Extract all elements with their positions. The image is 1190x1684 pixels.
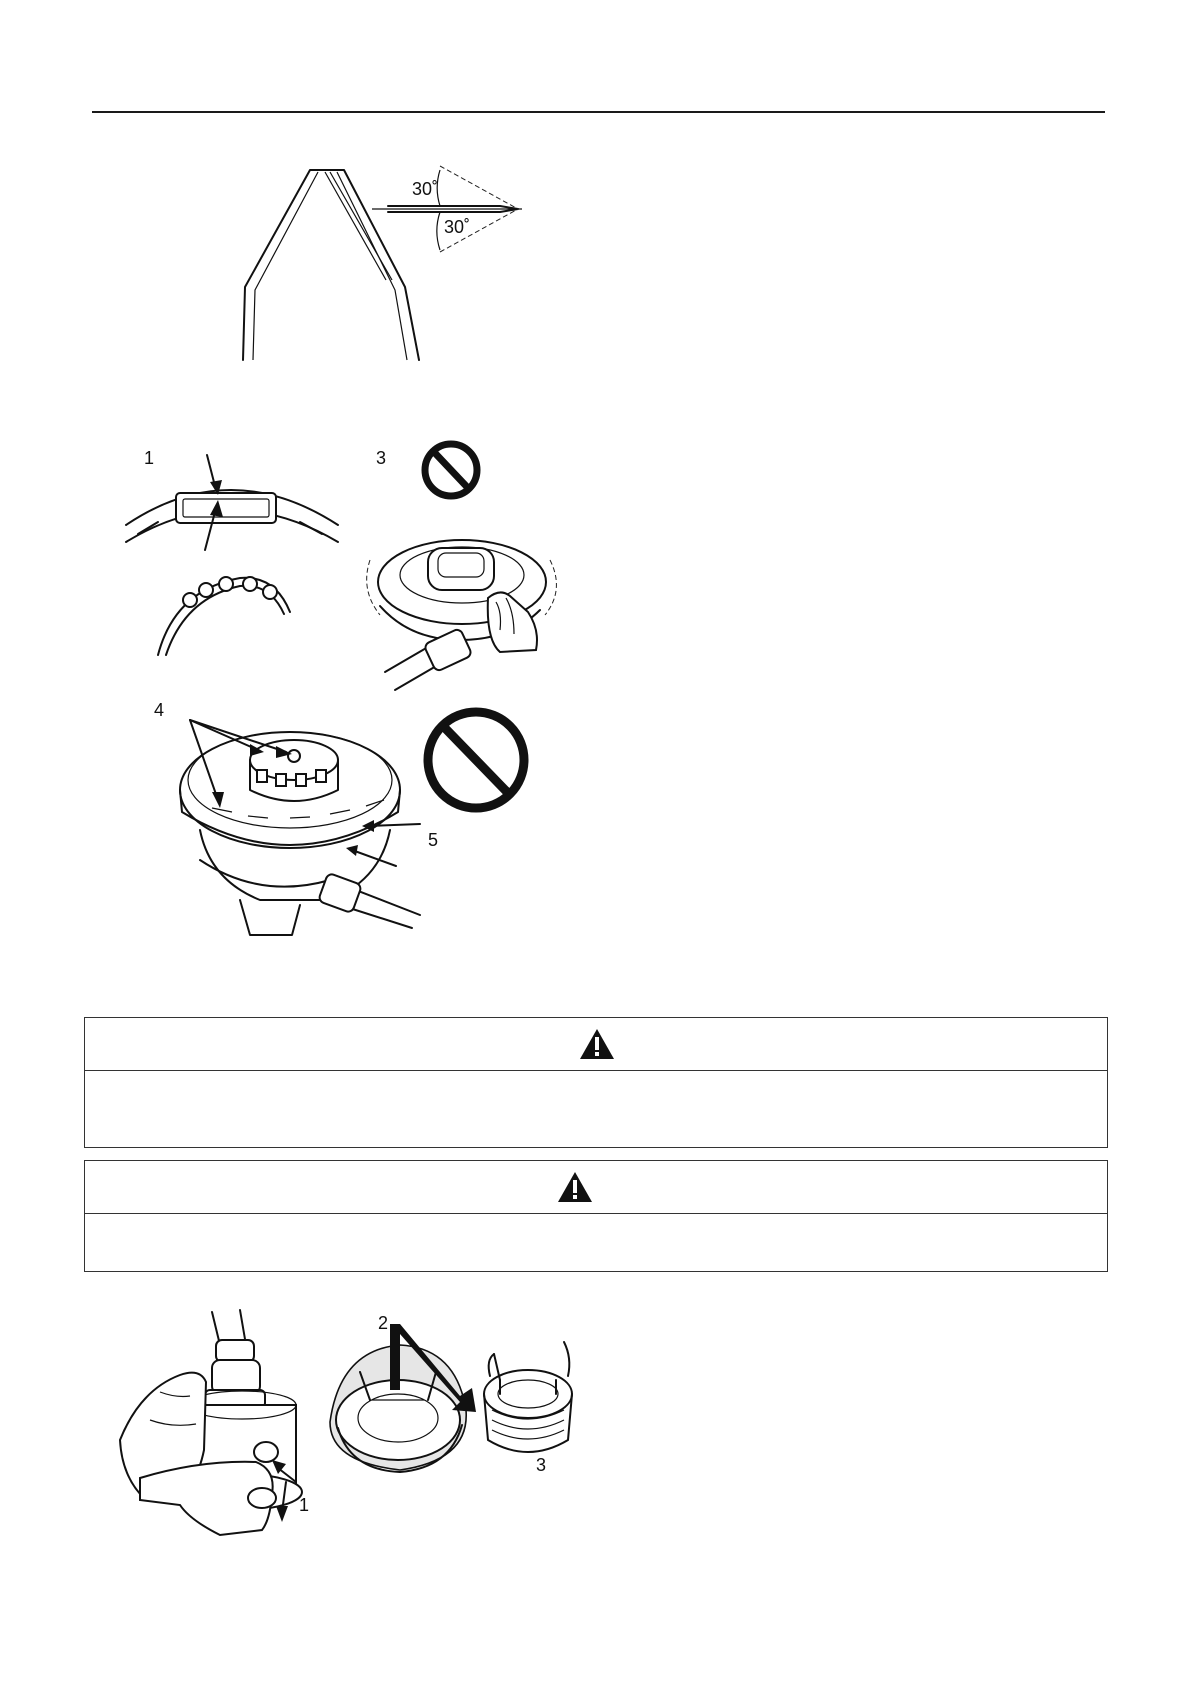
angle-label-bottom: 30˚ xyxy=(444,217,471,237)
callout-label-1: 1 xyxy=(144,448,155,468)
callout-label-3: 3 xyxy=(376,448,387,468)
callout-label-5: 5 xyxy=(428,830,439,850)
callout-label-4: 4 xyxy=(154,700,165,720)
callout-label-3-spool: 3 xyxy=(536,1455,547,1475)
angle-label-top: 30˚ xyxy=(412,179,439,199)
callout-label-2: 2 xyxy=(378,1313,389,1333)
callout-label-1-spool: 1 xyxy=(299,1495,310,1515)
